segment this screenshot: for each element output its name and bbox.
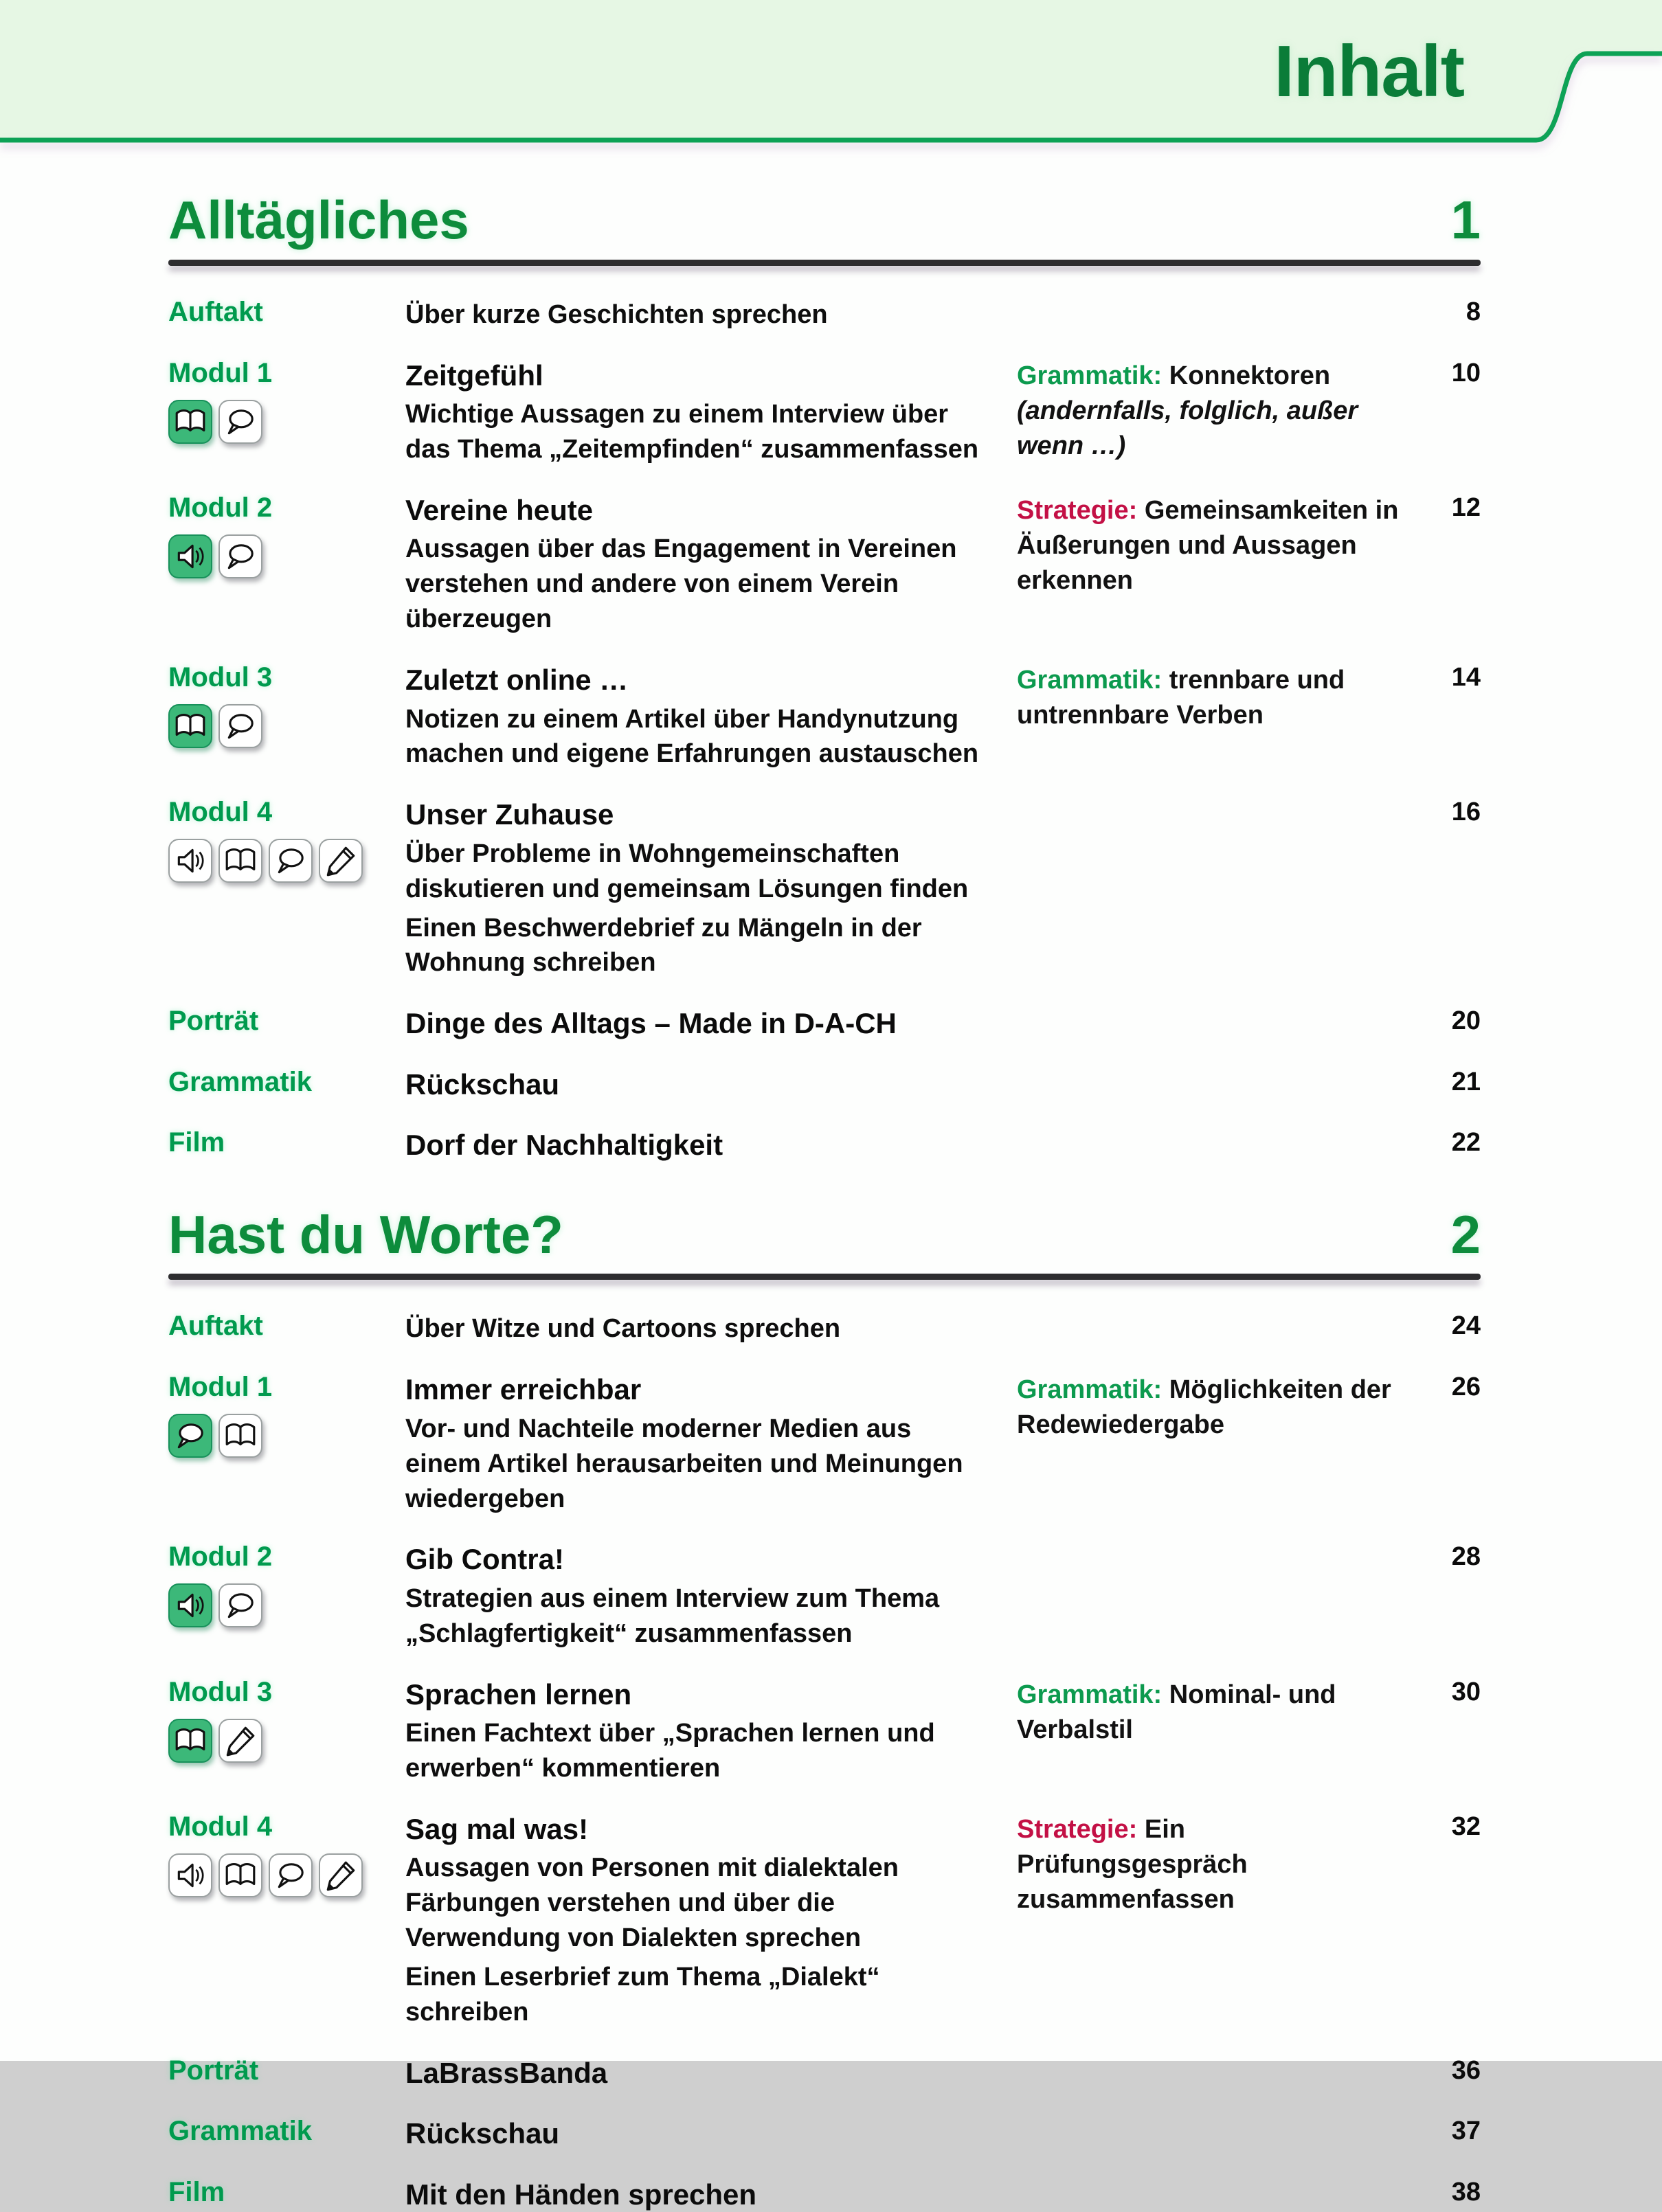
speech-icon xyxy=(269,1853,313,1897)
toc-row xyxy=(168,662,1481,771)
book-icon xyxy=(168,400,212,444)
toc-row xyxy=(168,2115,1481,2151)
row-title: Unser Zuhause xyxy=(405,798,614,831)
speech-icon xyxy=(218,1583,262,1627)
page-number: 37 xyxy=(1451,2117,1481,2146)
row-description: Einen Beschwerdebrief zu Mängeln in der Wohnung schreiben xyxy=(405,913,922,978)
row-title: Dorf der Nachhaltigkeit xyxy=(405,1129,723,1162)
row-title: Sprachen lernen xyxy=(405,1678,632,1711)
row-label: Auftakt xyxy=(168,1311,263,1342)
chapter-section xyxy=(168,1204,1481,2212)
row-left xyxy=(168,796,405,883)
row-left xyxy=(168,492,405,578)
row-left xyxy=(168,1541,405,1627)
row-extra xyxy=(1017,1310,1429,1311)
row-extra xyxy=(1017,1127,1429,1128)
row-left xyxy=(168,662,405,748)
row-description: Wichtige Aussagen zu einem Interview über das Thema „Zeitempfinden“ zusammenfassen xyxy=(405,400,979,464)
row-extra xyxy=(1017,1811,1429,1917)
row-label: Modul 2 xyxy=(168,493,273,523)
book-icon xyxy=(218,839,262,883)
row-extra xyxy=(1017,2176,1429,2178)
row-title: Dinge des Alltags – Made in D-A-CH xyxy=(405,1007,897,1040)
row-label: Grammatik xyxy=(168,2116,312,2147)
row-extra xyxy=(1017,662,1429,733)
row-description: Vor- und Nachteile moderner Medien aus einem Artikel herausarbeiten und Meinungen wiedergeben xyxy=(405,1414,963,1513)
row-main xyxy=(405,1676,1017,1786)
row-label: Modul 4 xyxy=(168,797,273,828)
speech-icon xyxy=(218,534,262,578)
row-label: Grammatik xyxy=(168,1066,312,1097)
row-extra xyxy=(1017,2055,1429,2056)
row-label: Film xyxy=(168,2176,225,2207)
skill-icons xyxy=(168,1719,405,1763)
book-icon xyxy=(168,704,212,748)
row-main xyxy=(405,1541,1017,1651)
row-label: Modul 1 xyxy=(168,1372,273,1403)
section-rows xyxy=(168,296,1481,1163)
toc-row xyxy=(168,357,1481,467)
row-label: Porträt xyxy=(168,1006,259,1037)
toc-row xyxy=(168,296,1481,332)
row-main xyxy=(405,1005,1017,1041)
pencil-icon xyxy=(319,839,363,883)
page-number: 30 xyxy=(1451,1677,1481,1706)
toc-row xyxy=(168,2176,1481,2212)
toc-row xyxy=(168,1066,1481,1102)
section-title: Hast du Worte? xyxy=(168,1204,563,1265)
row-description: Über kurze Geschichten sprechen xyxy=(405,300,828,329)
row-left xyxy=(168,1310,405,1342)
row-left xyxy=(168,2055,405,2086)
section-number: 2 xyxy=(1450,1204,1481,1265)
page-number: 8 xyxy=(1466,297,1481,326)
page-title: Inhalt xyxy=(1274,31,1464,112)
extra-label: Grammatik: xyxy=(1017,666,1163,695)
toc-row xyxy=(168,1127,1481,1162)
toc-content xyxy=(168,142,1481,2212)
page-number: 21 xyxy=(1451,1067,1481,1096)
row-description: Einen Leserbrief zum Thema „Dialekt“ schreiben xyxy=(405,1962,880,2027)
speech-icon xyxy=(218,400,262,444)
row-extra xyxy=(1017,357,1429,464)
section-rule xyxy=(168,260,1481,266)
row-extra xyxy=(1017,1005,1429,1006)
row-main xyxy=(405,1127,1017,1162)
row-description: Notizen zu einem Artikel über Handynutzung machen und eigene Erfahrungen austauschen xyxy=(405,704,979,769)
row-left xyxy=(168,1005,405,1037)
row-description: Einen Fachtext über „Sprachen lernen und erwerben“ kommentieren xyxy=(405,1719,935,1783)
row-label: Modul 3 xyxy=(168,1676,273,1707)
extra-text: Konnektoren xyxy=(1169,361,1331,390)
row-title: Rückschau xyxy=(405,2117,560,2150)
row-main xyxy=(405,296,1017,332)
extra-label: Grammatik: xyxy=(1017,361,1163,390)
toc-row xyxy=(168,1811,1481,2030)
speech-icon xyxy=(168,1414,212,1458)
row-main xyxy=(405,2055,1017,2090)
row-main xyxy=(405,1066,1017,1102)
page-number: 20 xyxy=(1451,1006,1481,1036)
row-main xyxy=(405,796,1017,980)
toc-row xyxy=(168,1676,1481,1786)
section-rows xyxy=(168,1310,1481,2212)
chapter-section xyxy=(168,192,1481,1163)
speech-icon xyxy=(269,839,313,883)
row-title: Sag mal was! xyxy=(405,1812,589,1845)
row-main xyxy=(405,1310,1017,1346)
row-extra xyxy=(1017,1066,1429,1068)
row-description: Aussagen von Personen mit dialektalen Färbungen verstehen und über die Verwendung von Dialekten sprechen xyxy=(405,1853,899,1953)
page-number: 16 xyxy=(1451,798,1481,827)
row-left xyxy=(168,2176,405,2208)
row-title: Zeitgefühl xyxy=(405,359,543,392)
row-extra xyxy=(1017,2115,1429,2117)
row-description: Strategien aus einem Interview zum Thema „Schlagfertigkeit“ zusammenfassen xyxy=(405,1583,940,1648)
row-main xyxy=(405,2176,1017,2212)
header-band xyxy=(0,0,1662,142)
extra-text: Möglichkeiten der Redewiedergabe xyxy=(1017,1375,1391,1440)
row-extra xyxy=(1017,1676,1429,1748)
skill-icons xyxy=(168,1583,405,1627)
page-number: 36 xyxy=(1451,2055,1481,2085)
toc-row xyxy=(168,1541,1481,1651)
book-icon xyxy=(168,1719,212,1763)
row-left xyxy=(168,357,405,444)
row-label: Porträt xyxy=(168,2055,259,2086)
page-number: 14 xyxy=(1451,663,1481,692)
row-label: Modul 1 xyxy=(168,357,273,388)
extra-text: Gemeinsamkeiten in Äußerungen und Aussagen erkennen xyxy=(1017,496,1399,595)
row-title: Rückschau xyxy=(405,1068,560,1101)
row-label: Modul 4 xyxy=(168,1811,273,1842)
page-number: 22 xyxy=(1451,1128,1481,1158)
toc-row xyxy=(168,2055,1481,2090)
pencil-icon xyxy=(218,1719,262,1763)
row-main xyxy=(405,1371,1017,1516)
section-header xyxy=(168,1204,1481,1265)
row-main xyxy=(405,662,1017,771)
page-number: 32 xyxy=(1451,1812,1481,1841)
page-number: 12 xyxy=(1451,493,1481,522)
book-icon xyxy=(218,1414,262,1458)
row-left xyxy=(168,1676,405,1763)
audio-icon xyxy=(168,534,212,578)
row-label: Modul 3 xyxy=(168,662,273,693)
row-description: Über Probleme in Wohngemeinschaften diskutieren und gemeinsam Lösungen finden xyxy=(405,839,969,903)
audio-icon xyxy=(168,839,212,883)
toc-row xyxy=(168,492,1481,637)
row-extra xyxy=(1017,796,1429,798)
row-title: Mit den Händen sprechen xyxy=(405,2178,757,2211)
toc-row xyxy=(168,1310,1481,1346)
extra-label: Grammatik: xyxy=(1017,1375,1163,1405)
row-title: Gib Contra! xyxy=(405,1543,564,1576)
row-title: Vereine heute xyxy=(405,494,594,526)
row-main xyxy=(405,492,1017,637)
skill-icons xyxy=(168,839,405,883)
page-number: 38 xyxy=(1451,2177,1481,2207)
extra-italic: (andernfalls, folglich, außer wenn …) xyxy=(1017,396,1358,460)
row-extra xyxy=(1017,1541,1429,1542)
skill-icons xyxy=(168,1414,405,1458)
skill-icons xyxy=(168,534,405,578)
extra-label: Strategie: xyxy=(1017,496,1138,525)
row-title: Zuletzt online … xyxy=(405,664,629,697)
section-number: 1 xyxy=(1450,190,1481,250)
row-main xyxy=(405,2115,1017,2151)
section-rule xyxy=(168,1274,1481,1280)
row-extra xyxy=(1017,492,1429,598)
row-extra xyxy=(1017,296,1429,297)
row-label: Auftakt xyxy=(168,296,263,327)
extra-text: Nominal- und Verbalstil xyxy=(1017,1680,1336,1744)
page-number: 28 xyxy=(1451,1542,1481,1572)
row-left xyxy=(168,1371,405,1458)
book-icon xyxy=(218,1853,262,1897)
row-left xyxy=(168,2115,405,2147)
row-description: Über Witze und Cartoons sprechen xyxy=(405,1314,841,1344)
skill-icons xyxy=(168,704,405,748)
extra-text: trennbare und untrennbare Verben xyxy=(1017,666,1345,730)
extra-text: Ein Prüfungsgespräch zusammenfassen xyxy=(1017,1814,1248,1914)
extra-label: Grammatik: xyxy=(1017,1680,1163,1709)
skill-icons xyxy=(168,400,405,444)
toc-row xyxy=(168,1371,1481,1516)
skill-icons xyxy=(168,1853,405,1897)
row-label: Film xyxy=(168,1127,225,1158)
row-label: Modul 2 xyxy=(168,1542,273,1572)
row-extra xyxy=(1017,1371,1429,1443)
pencil-icon xyxy=(319,1853,363,1897)
audio-icon xyxy=(168,1583,212,1627)
row-left xyxy=(168,1811,405,1897)
speech-icon xyxy=(218,704,262,748)
row-left xyxy=(168,296,405,328)
row-title: Immer erreichbar xyxy=(405,1373,642,1406)
extra-label: Strategie: xyxy=(1017,1814,1138,1844)
page-number: 26 xyxy=(1451,1373,1481,1402)
row-title: LaBrassBanda xyxy=(405,2056,608,2089)
row-main xyxy=(405,1811,1017,2030)
page-number: 24 xyxy=(1451,1311,1481,1341)
toc-row xyxy=(168,796,1481,980)
row-left xyxy=(168,1066,405,1098)
row-description: Aussagen über das Engagement in Vereinen verstehen und andere von einem Verein überzeugen xyxy=(405,534,957,634)
row-main xyxy=(405,357,1017,467)
section-title: Alltägliches xyxy=(168,190,469,250)
page-number: 10 xyxy=(1451,358,1481,387)
section-header xyxy=(168,192,1481,249)
toc-row xyxy=(168,1005,1481,1041)
audio-icon xyxy=(168,1853,212,1897)
row-left xyxy=(168,1127,405,1158)
